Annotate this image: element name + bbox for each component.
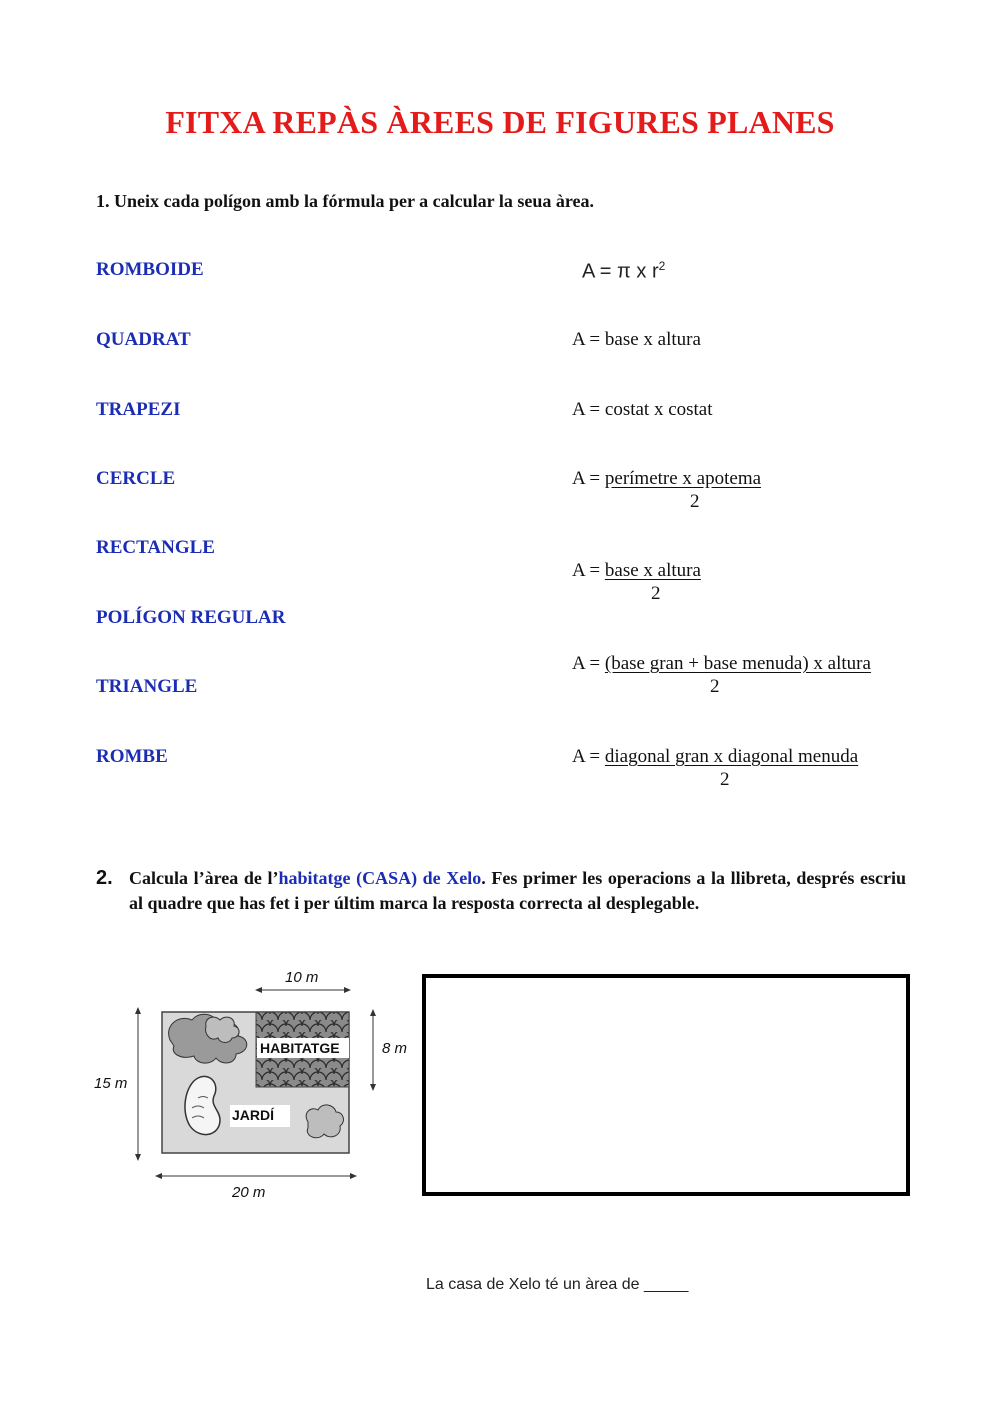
q2-instruction <box>96 866 906 916</box>
q2-highlight: habitatge (CASA) de Xelo <box>278 868 482 888</box>
polygon-quadrat[interactable]: QUADRAT <box>96 329 191 350</box>
formula-circle-exponent: 2 <box>658 259 666 273</box>
formula-prefix: A = <box>572 468 605 489</box>
plan-figure <box>86 960 416 1210</box>
formula-circle-base: A = π x r <box>582 260 659 283</box>
right-dimension-label: 8 m <box>382 1040 408 1057</box>
formula-costat-costat[interactable]: A = costat x costat <box>572 399 713 420</box>
formula-base-altura[interactable]: A = base x altura <box>572 329 701 350</box>
formula-trapezi[interactable] <box>572 653 871 675</box>
house-label: HABITATGE <box>260 1040 340 1056</box>
formula-numerator: perímetre x apotema <box>604 468 762 489</box>
formula-diagonals[interactable] <box>572 746 858 768</box>
formula-denominator: 2 <box>690 491 700 512</box>
formula-denominator: 2 <box>651 583 661 604</box>
formula-numerator: base x altura <box>604 560 701 581</box>
formula-numerator: (base gran + base menuda) x altura <box>604 653 871 674</box>
q2-text-after: . Fes primer les operacions a la llibreta, després escriu al quadre que has fet i per últim marca la resposta correcta al desplegable. <box>129 868 906 913</box>
polygon-trapezi[interactable]: TRAPEZI <box>96 399 181 420</box>
formula-prefix: A = <box>572 653 605 674</box>
formula-base-altura-half[interactable] <box>572 560 701 582</box>
formula-numerator: diagonal gran x diagonal menuda <box>604 746 859 767</box>
formula-prefix: A = <box>572 746 605 767</box>
answer-sentence[interactable]: La casa de Xelo té un àrea de _____ <box>426 1276 689 1293</box>
formula-denominator: 2 <box>710 676 720 697</box>
bottom-dimension-label: 20 m <box>232 1184 266 1201</box>
formula-perimetre-apotema[interactable] <box>572 468 761 490</box>
polygon-romboide[interactable]: ROMBOIDE <box>96 259 204 280</box>
formula-prefix: A = <box>572 560 605 581</box>
polygon-rectangle[interactable]: RECTANGLE <box>96 537 215 558</box>
q2-text-before: Calcula l’àrea de l’ <box>129 868 279 888</box>
left-dimension-label: 15 m <box>94 1075 128 1092</box>
q1-instruction: 1. Uneix cada polígon amb la fórmula per a calcular la seua àrea. <box>96 191 594 211</box>
page-title: FITXA REPÀS ÀREES DE FIGURES PLANES <box>165 104 835 140</box>
top-dimension-label: 10 m <box>285 969 319 986</box>
polygon-poligon-regular[interactable]: POLÍGON REGULAR <box>96 607 286 628</box>
answer-box[interactable] <box>422 974 910 1196</box>
polygon-rombe[interactable]: ROMBE <box>96 746 168 767</box>
garden-label: JARDÍ <box>232 1107 275 1123</box>
polygon-cercle[interactable]: CERCLE <box>96 468 176 489</box>
q2-number: 2. <box>96 867 113 889</box>
pond-icon <box>185 1076 220 1134</box>
polygon-triangle[interactable]: TRIANGLE <box>96 676 198 697</box>
formula-circle[interactable] <box>582 259 665 284</box>
formula-denominator: 2 <box>720 769 730 790</box>
